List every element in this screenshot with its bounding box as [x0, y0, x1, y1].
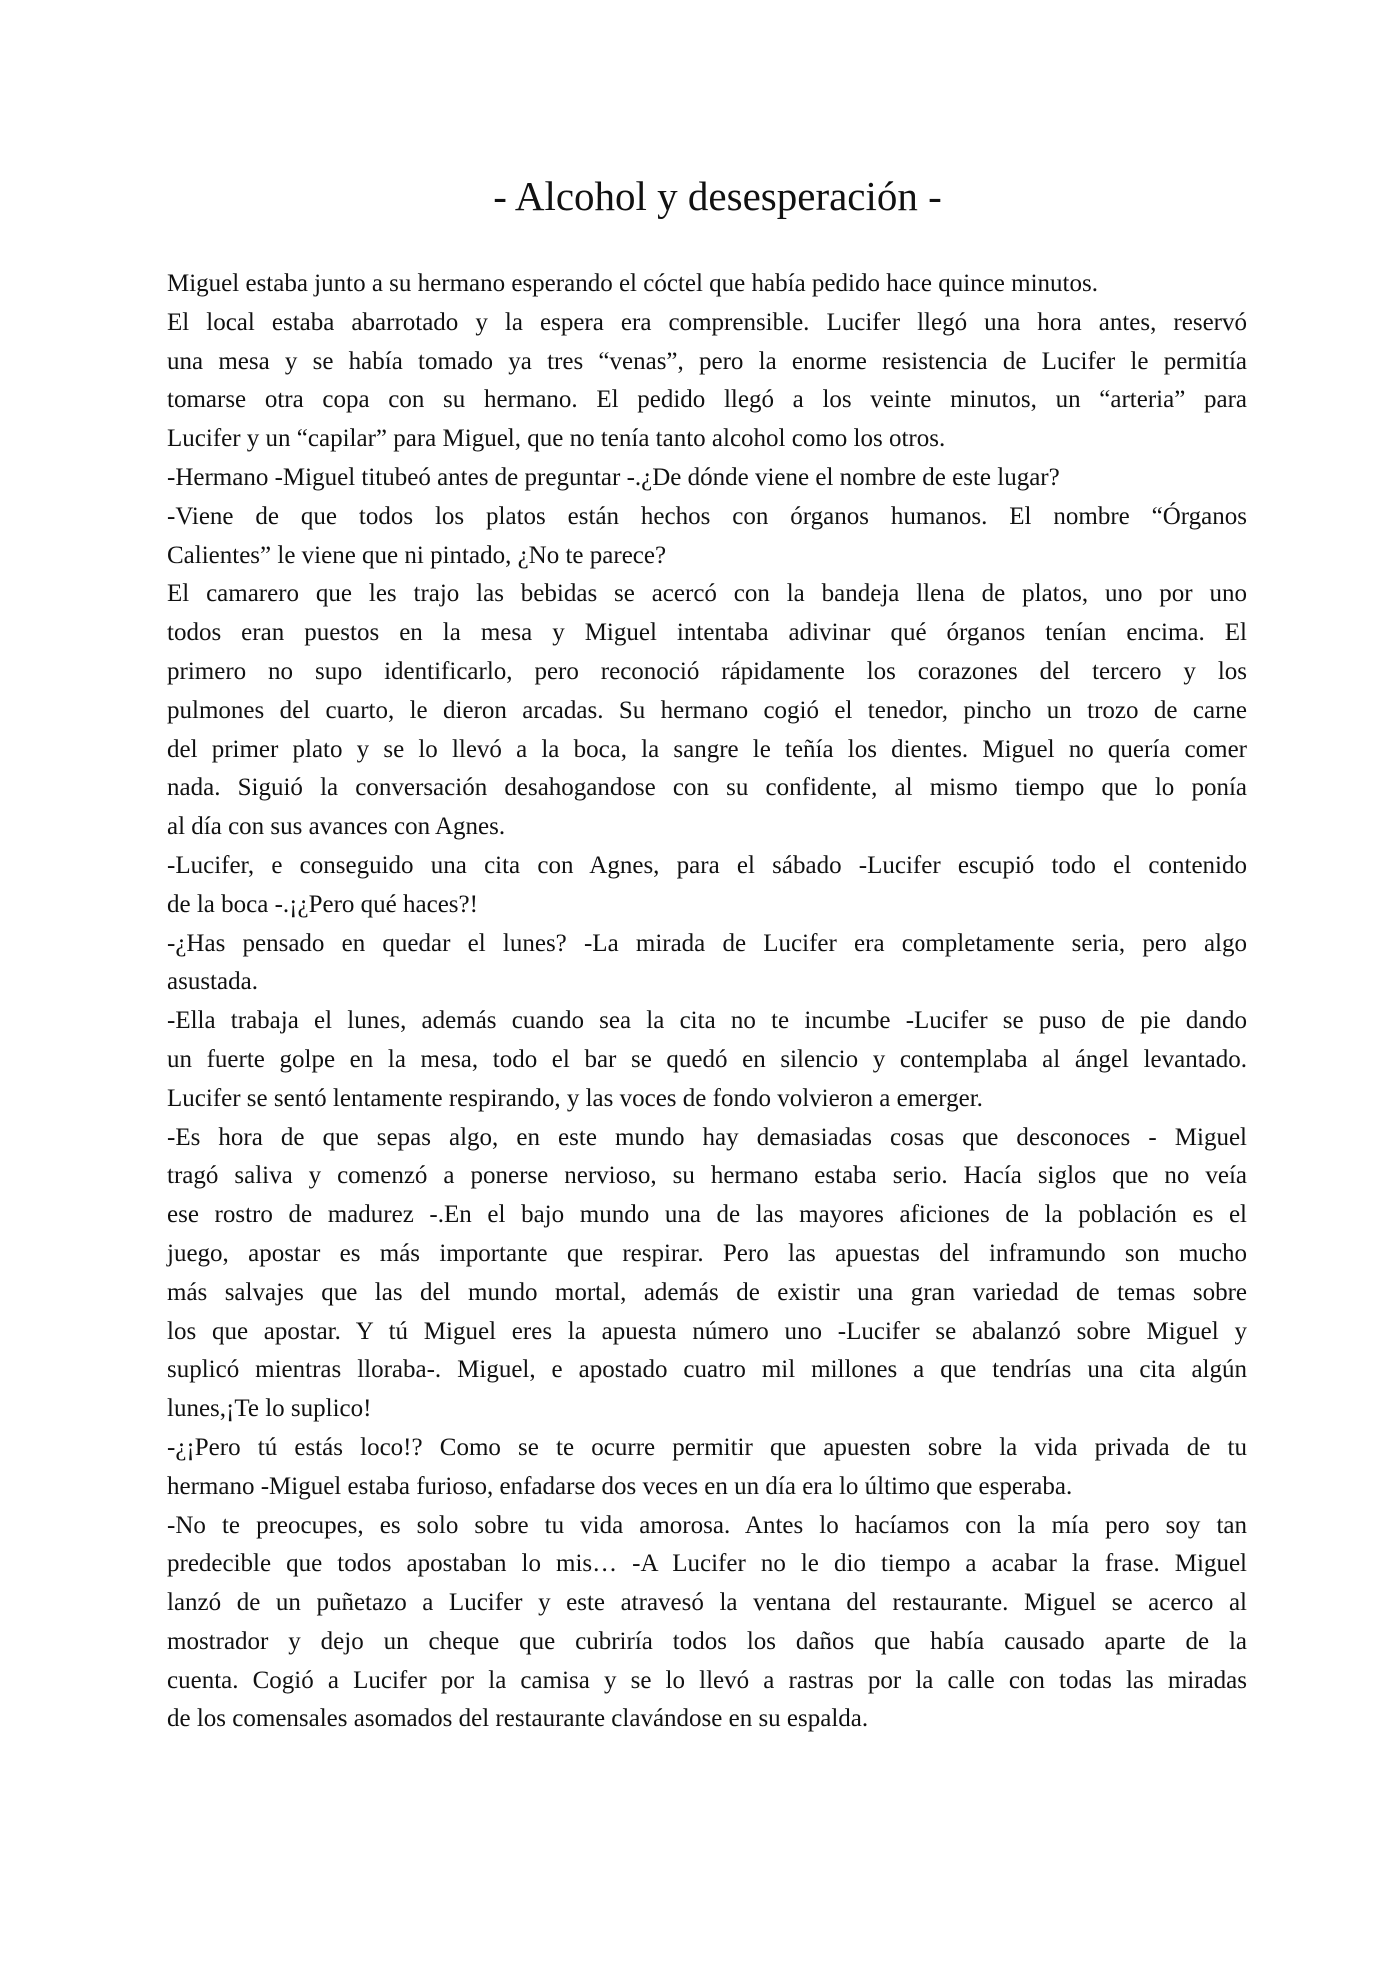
- text-line: -No te preocupes, es solo sobre tu vida amorosa. Antes lo hacíamos con la mía pero soy tan: [167, 1511, 1247, 1539]
- text-line: pulmones del cuarto, le dieron arcadas. Su hermano cogió el tenedor, pincho un trozo de carne: [167, 696, 1247, 724]
- text-line: cuenta. Cogió a Lucifer por la camisa y se lo llevó a rastras por la calle con todas las miradas: [167, 1666, 1247, 1694]
- text-line: Lucifer y un “capilar” para Miguel, que no tenía tanto alcohol como los otros.: [167, 425, 946, 453]
- text-line: ese rostro de madurez -.En el bajo mundo una de las mayores aficiones de la población es el: [167, 1201, 1247, 1229]
- text-line: predecible que todos apostaban lo mis… -A Lucifer no le dio tiempo a acabar la frase. Miguel: [167, 1550, 1247, 1578]
- text-line: de la boca -.¡¿Pero qué haces?!: [167, 890, 478, 918]
- text-line: primero no supo identificarlo, pero reconoció rápidamente los corazones del tercero y los: [167, 657, 1247, 685]
- text-line: -Viene de que todos los platos están hechos con órganos humanos. El nombre “Órganos: [167, 502, 1247, 530]
- text-line: los que apostar. Y tú Miguel eres la apuesta número uno -Lucifer se abalanzó sobre Miguel y: [167, 1317, 1247, 1345]
- text-line: un fuerte golpe en la mesa, todo el bar se quedó en silencio y contemplaba al ángel levantado.: [167, 1045, 1247, 1073]
- text-line: -¿¡Pero tú estás loco!? Como se te ocurre permitir que apuesten sobre la vida privada de tu: [167, 1433, 1247, 1461]
- text-line: Calientes” le viene que ni pintado, ¿No te parece?: [167, 541, 667, 569]
- text-line: -Lucifer, e conseguido una cita con Agnes, para el sábado -Lucifer escupió todo el contenido: [167, 851, 1247, 879]
- text-line: -Hermano -Miguel titubeó antes de preguntar -.¿De dónde viene el nombre de este lugar?: [167, 463, 1060, 491]
- text-line: hermano -Miguel estaba furioso, enfadarse dos veces en un día era lo último que esperaba.: [167, 1472, 1073, 1500]
- text-line: suplicó mientras lloraba-. Miguel, e apostado cuatro mil millones a que tendrías una cita algún: [167, 1356, 1247, 1384]
- text-line: Miguel estaba junto a su hermano esperando el cóctel que había pedido hace quince minutos.: [167, 270, 1098, 297]
- text-line: -Es hora de que sepas algo, en este mundo hay demasiadas cosas que desconoces - Miguel: [167, 1123, 1247, 1151]
- text-line: El local estaba abarrotado y la espera era comprensible. Lucifer llegó una hora antes, reservó: [167, 308, 1247, 336]
- text-line: asustada.: [167, 968, 258, 996]
- text-line: una mesa y se había tomado ya tres “venas”, pero la enorme resistencia de Lucifer le permitía: [167, 347, 1247, 375]
- text-line: todos eran puestos en la mesa y Miguel intentaba adivinar qué órganos tenían encima. El: [167, 619, 1247, 647]
- text-line: tragó saliva y comenzó a ponerse nervioso, su hermano estaba serio. Hacía siglos que no veía: [167, 1162, 1247, 1190]
- text-line: tomarse otra copa con su hermano. El pedido llegó a los veinte minutos, un “arteria” para: [167, 386, 1247, 414]
- text-line: al día con sus avances con Agnes.: [167, 813, 506, 841]
- text-line: de los comensales asomados del restaurante clavándose en su espalda.: [167, 1705, 869, 1733]
- document-body: [167, 265, 1247, 1739]
- text-line: Lucifer se sentó lentamente respirando, y las voces de fondo volvieron a emerger.: [167, 1084, 983, 1112]
- text-line: lunes,¡Te lo suplico!: [167, 1395, 372, 1423]
- text-line: mostrador y dejo un cheque que cubriría todos los daños que había causado aparte de la: [167, 1627, 1247, 1655]
- text-line: lanzó de un puñetazo a Lucifer y este atravesó la ventana del restaurante. Miguel se acerco al: [167, 1589, 1247, 1617]
- text-line: El camarero que les trajo las bebidas se acercó con la bandeja llena de platos, uno por uno: [167, 580, 1247, 608]
- document-title: - Alcohol y desesperación -: [493, 173, 942, 219]
- text-line: del primer plato y se lo llevó a la boca, la sangre le teñía los dientes. Miguel no quería comer: [167, 735, 1247, 763]
- text-line: -¿Has pensado en quedar el lunes? -La mirada de Lucifer era completamente seria, pero algo: [167, 929, 1247, 957]
- text-line: -Ella trabaja el lunes, además cuando sea la cita no te incumbe -Lucifer se puso de pie dando: [167, 1007, 1247, 1035]
- text-line: nada. Siguió la conversación desahogandose con su confidente, al mismo tiempo que lo ponía: [167, 774, 1247, 802]
- text-line: juego, apostar es más importante que respirar. Pero las apuestas del inframundo son mucho: [167, 1239, 1247, 1267]
- text-line: más salvajes que las del mundo mortal, además de existir una gran variedad de temas sobre: [167, 1278, 1247, 1306]
